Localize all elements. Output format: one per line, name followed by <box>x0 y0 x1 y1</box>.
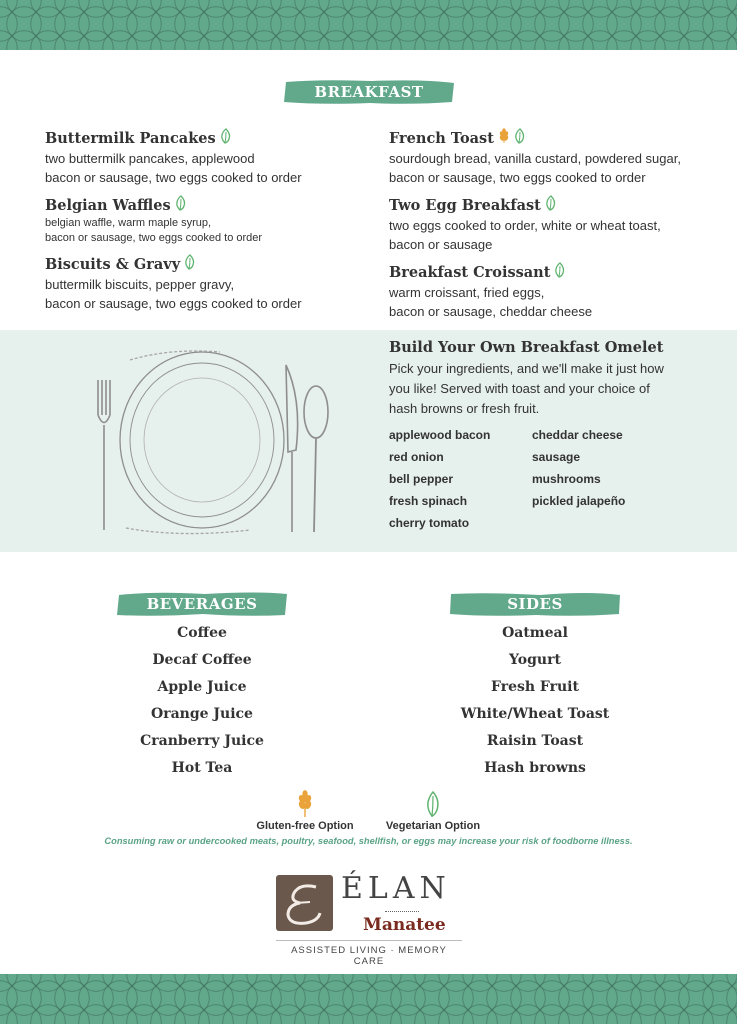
ingredient-item: pickled jalapeño <box>532 494 626 508</box>
circle-lattice-pattern <box>0 974 737 1024</box>
menu-item <box>389 262 709 321</box>
beverages-heading-banner <box>115 590 289 618</box>
menu-item-name: Belgian Waffles <box>45 197 171 214</box>
menu-item-title <box>45 128 365 149</box>
leaf-icon <box>184 254 196 275</box>
menu-item-description: warm croissant, fried eggs, <box>389 285 545 300</box>
menu-item-name: Buttermilk Pancakes <box>45 130 216 147</box>
leaf-icon <box>220 128 232 149</box>
menu-item-description: two buttermilk pancakes, applewood <box>45 151 255 166</box>
menu-item <box>45 195 365 246</box>
leaf-icon <box>545 195 557 216</box>
script-e-monogram <box>276 875 333 931</box>
sides-heading-banner <box>448 590 622 618</box>
beverage-item: Hot Tea <box>171 760 233 776</box>
wheat-icon <box>498 128 510 149</box>
circle-lattice-pattern <box>0 0 737 50</box>
beverage-item: Apple Juice <box>157 679 247 695</box>
sides-list <box>405 620 665 782</box>
omelet-description-line: Pick your ingredients, and we'll make it just how <box>389 361 664 376</box>
beverages-list <box>72 620 332 782</box>
omelet-title: Build Your Own Breakfast Omelet <box>389 339 664 356</box>
beverages-heading: BEVERAGES <box>146 595 258 613</box>
elan-location: Manatee <box>363 915 446 935</box>
menu-item-title <box>389 128 709 149</box>
top-pattern-band <box>0 0 737 50</box>
omelet-description <box>389 359 699 419</box>
menu-item <box>45 254 365 313</box>
omelet-description-line: you like! Served with toast and your choice of <box>389 381 650 396</box>
menu-item-description: two eggs cooked to order, white or wheat toast, <box>389 218 661 233</box>
ingredient-item: mushrooms <box>532 472 601 486</box>
ingredient-item: red onion <box>389 450 444 464</box>
menu-item-title <box>389 195 709 216</box>
gluten-free-label: Gluten-free Option <box>256 820 354 832</box>
leaf-icon <box>514 128 526 149</box>
side-item: Yogurt <box>509 652 561 668</box>
plate-and-cutlery-illustration <box>90 340 330 540</box>
elan-logo-mark <box>276 875 333 931</box>
beverage-item: Orange Juice <box>151 706 253 722</box>
menu-item <box>45 128 365 187</box>
menu-item-description: bacon or sausage, two eggs cooked to order <box>45 170 302 185</box>
side-item: Fresh Fruit <box>491 679 579 695</box>
menu-item-name: Biscuits & Gravy <box>45 256 181 273</box>
legend-vegetarian <box>378 790 488 832</box>
elan-wordmark: ÉLAN <box>341 871 451 906</box>
menu-item-description: bacon or sausage, two eggs cooked to order <box>45 296 302 311</box>
logo-divider <box>385 911 419 912</box>
elan-tagline: ASSISTED LIVING · MEMORY CARE <box>291 945 447 967</box>
ingredient-item: cheddar cheese <box>532 428 623 442</box>
menu-item-description: bacon or sausage <box>389 237 493 252</box>
breakfast-heading: BREAKFAST <box>314 83 424 101</box>
side-item: Raisin Toast <box>486 733 584 749</box>
menu-item-description: bacon or sausage, two eggs cooked to order <box>45 232 263 244</box>
menu-item-name: Two Egg Breakfast <box>389 197 541 214</box>
bottom-pattern-band <box>0 974 737 1024</box>
omelet-ingredient-list <box>389 426 699 533</box>
menu-item-title <box>389 262 709 283</box>
beverage-item: Coffee <box>177 625 227 641</box>
side-item: Hash browns <box>484 760 586 776</box>
ingredient-item: fresh spinach <box>389 494 468 508</box>
breakfast-heading-banner <box>282 78 456 106</box>
menu-item-description: buttermilk biscuits, pepper gravy, <box>45 277 235 292</box>
ingredient-item: cherry tomato <box>389 516 470 530</box>
omelet-block <box>389 338 699 533</box>
wheat-icon <box>297 790 313 818</box>
leaf-icon <box>175 195 187 216</box>
vegetarian-label: Vegetarian Option <box>385 820 481 832</box>
beverage-item: Decaf Coffee <box>152 652 252 668</box>
menu-item-description: bacon or sausage, cheddar cheese <box>389 304 593 319</box>
beverage-item: Cranberry Juice <box>140 733 264 749</box>
menu-item-name: Breakfast Croissant <box>389 264 551 281</box>
menu-item-title <box>45 254 365 275</box>
side-item: White/Wheat Toast <box>460 706 610 722</box>
menu-item-description: sourdough bread, vanilla custard, powdered sugar, <box>389 151 681 166</box>
menu-item <box>389 195 709 254</box>
menu-item-name: French Toast <box>389 130 494 147</box>
food-safety-disclaimer: Consuming raw or undercooked meats, poultry, seafood, shellfish, or eggs may increase your risk of foodborne illness. <box>104 836 633 846</box>
ingredient-item: applewood bacon <box>389 428 491 442</box>
menu-item <box>389 128 709 187</box>
menu-item-description: bacon or sausage, two eggs cooked to order <box>389 170 646 185</box>
omelet-description-line: hash browns or fresh fruit. <box>389 401 540 416</box>
ingredient-item: sausage <box>532 450 581 464</box>
legend-gluten-free <box>250 790 360 832</box>
leaf-icon <box>554 262 566 283</box>
side-item: Oatmeal <box>502 625 568 641</box>
logo-rule <box>276 940 462 941</box>
sides-heading: SIDES <box>507 595 563 613</box>
ingredient-item: bell pepper <box>389 472 454 486</box>
menu-item-title <box>45 195 365 216</box>
leaf-icon <box>425 790 441 818</box>
menu-item-description: belgian waffle, warm maple syrup, <box>45 217 212 229</box>
